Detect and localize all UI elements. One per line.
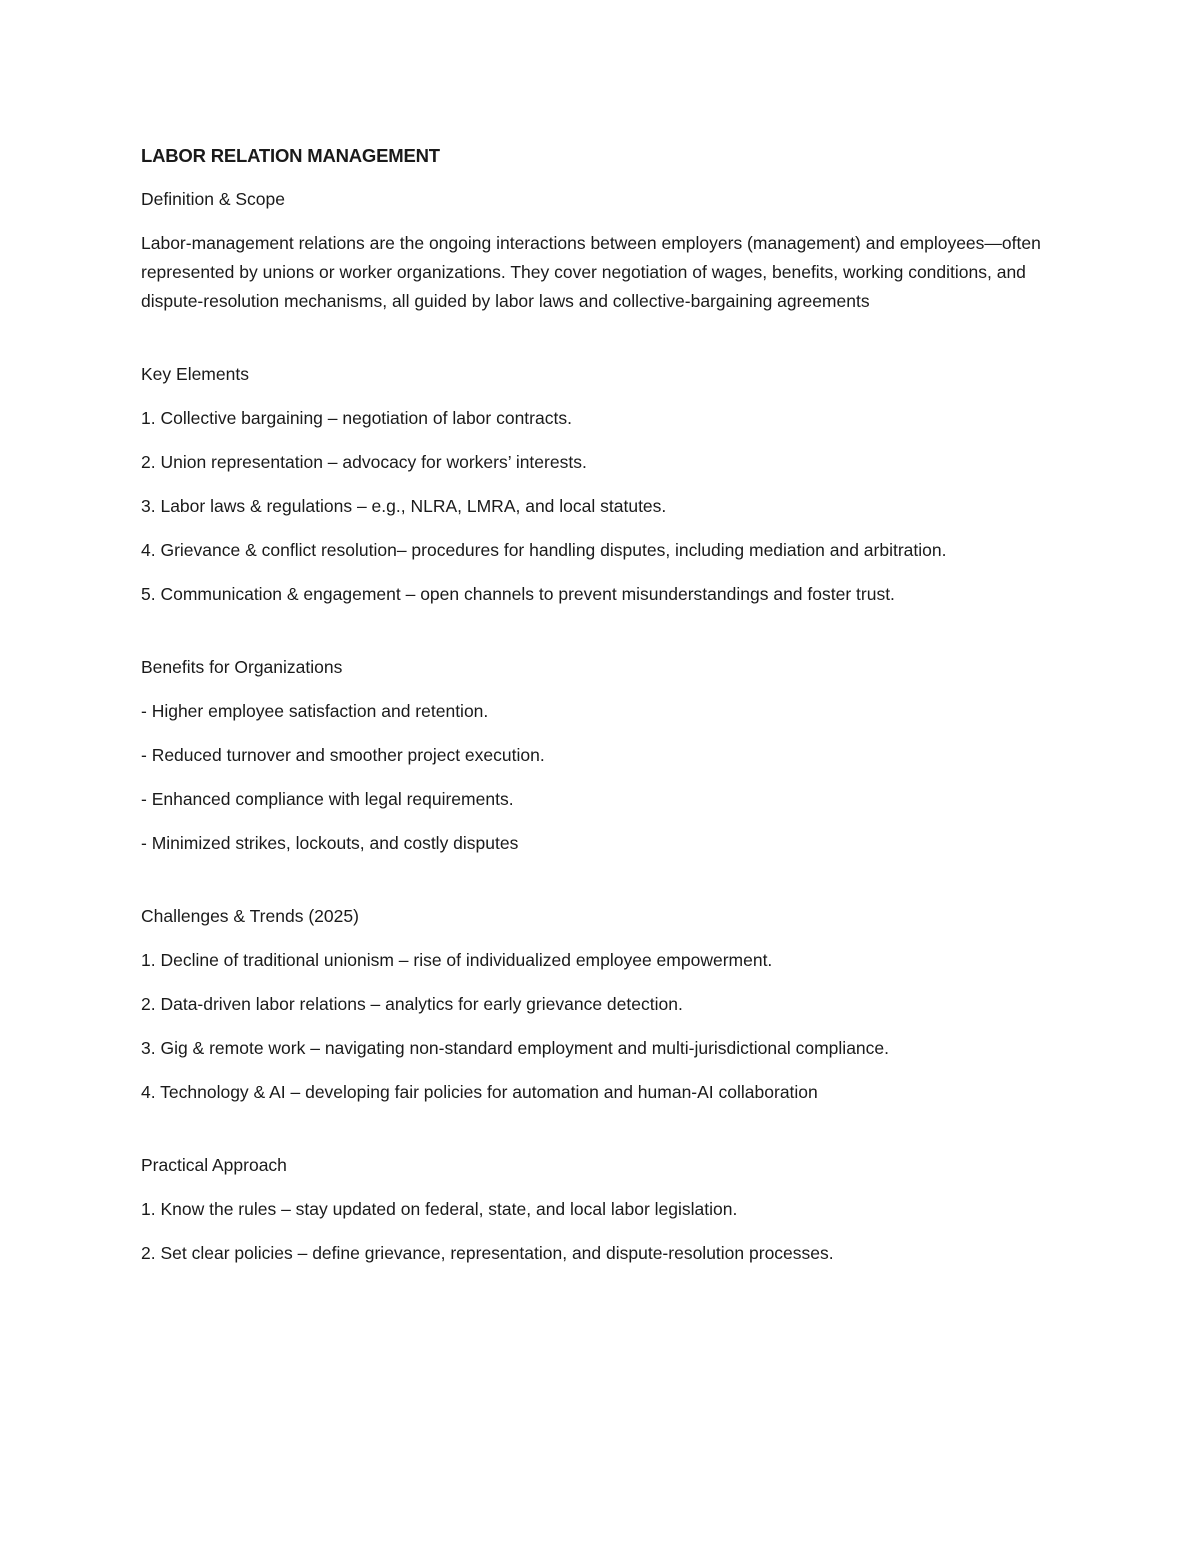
- section-heading: Challenges & Trends (2025): [141, 906, 359, 926]
- list-item: 2. Data-driven labor relations – analytics for early grievance detection.: [141, 994, 683, 1014]
- section-practical-approach: [141, 1151, 1041, 1268]
- list-item: 1. Decline of traditional unionism – rise of individualized employee empowerment.: [141, 950, 773, 970]
- document-body: [141, 141, 1041, 1283]
- section-challenges-trends: [141, 902, 1041, 1107]
- list-item: - Reduced turnover and smoother project execution.: [141, 745, 545, 765]
- list-item: 4. Technology & AI – developing fair policies for automation and human-AI collaboration: [141, 1082, 818, 1102]
- section-heading: Benefits for Organizations: [141, 657, 343, 677]
- section-heading: Key Elements: [141, 364, 249, 384]
- list-item: - Higher employee satisfaction and retention.: [141, 701, 489, 721]
- section-key-elements: [141, 360, 1041, 609]
- section-paragraph: Labor-management relations are the ongoing interactions between employers (management) and employees—often represented by unions or worker organizations. They cover negotiation of wages, benefits, working conditions, and dispute-resolution mechanisms, all guided by labor laws and collective-bargaining agreements: [141, 233, 1041, 311]
- section-heading: Practical Approach: [141, 1155, 287, 1175]
- section-benefits: [141, 653, 1041, 858]
- list-item: 2. Union representation – advocacy for workers’ interests.: [141, 452, 587, 472]
- list-item: 2. Set clear policies – define grievance, representation, and dispute-resolution processes.: [141, 1243, 834, 1263]
- section-heading: Definition & Scope: [141, 189, 285, 209]
- list-item: 1. Know the rules – stay updated on federal, state, and local labor legislation.: [141, 1199, 738, 1219]
- list-item: 5. Communication & engagement – open channels to prevent misunderstandings and foster trust.: [141, 584, 895, 604]
- list-item: 3. Labor laws & regulations – e.g., NLRA, LMRA, and local statutes.: [141, 496, 667, 516]
- list-item: - Minimized strikes, lockouts, and costly disputes: [141, 833, 519, 853]
- list-item: 4. Grievance & conflict resolution– procedures for handling disputes, including mediation and arbitration.: [141, 540, 947, 560]
- list-item: - Enhanced compliance with legal requirements.: [141, 789, 514, 809]
- list-item: 1. Collective bargaining – negotiation of labor contracts.: [141, 408, 572, 428]
- section-definition-scope: [141, 185, 1041, 316]
- list-item: 3. Gig & remote work – navigating non-standard employment and multi-jurisdictional compliance.: [141, 1038, 890, 1058]
- document-title: LABOR RELATION MANAGEMENT: [141, 145, 440, 166]
